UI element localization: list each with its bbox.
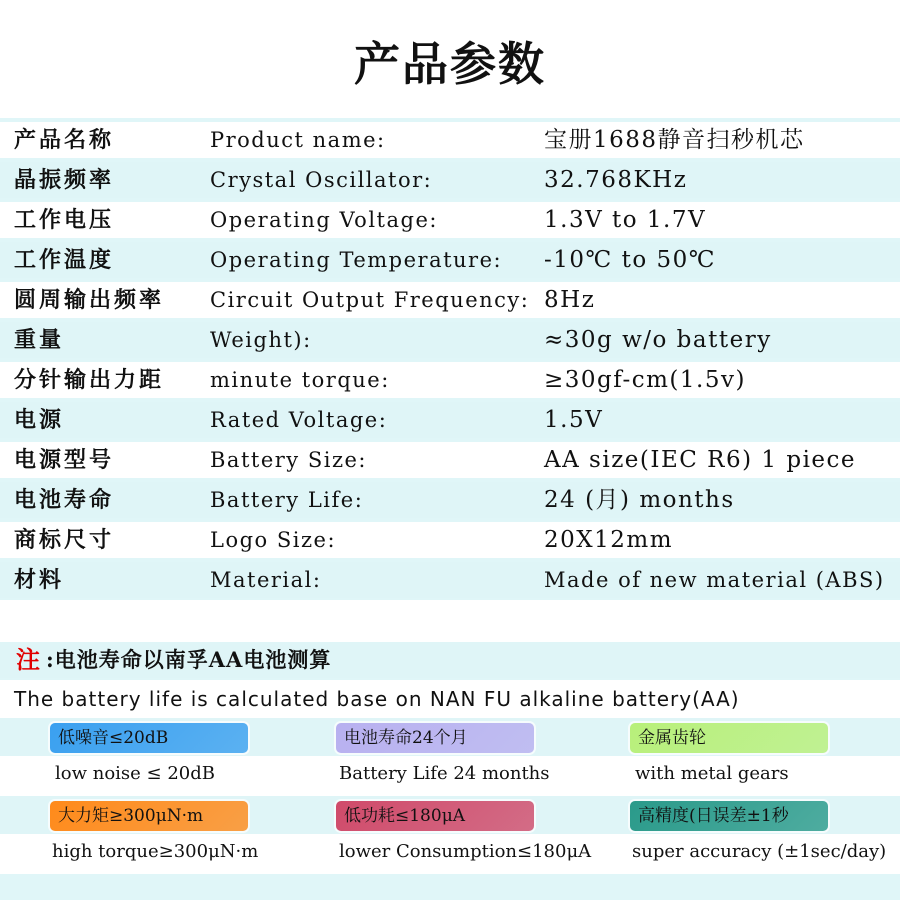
- spec-cn-label: 晶振频率: [14, 167, 115, 193]
- spec-row: [0, 282, 900, 318]
- feature-desc: with metal gears: [635, 763, 789, 784]
- spec-en-label: Weight):: [210, 328, 312, 352]
- spec-value: 1.5V: [544, 407, 604, 433]
- spec-row: [0, 562, 900, 598]
- spec-row: [0, 522, 900, 558]
- spec-row: [0, 362, 900, 398]
- spec-cn-label: 工作温度: [14, 247, 115, 273]
- spec-en-label: Logo Size:: [210, 528, 337, 552]
- spec-value: ≥30gf-cm(1.5v): [544, 367, 746, 393]
- spec-row: [0, 202, 900, 238]
- note-text: :电池寿命以南孚AA电池测算: [46, 647, 332, 672]
- feature-desc: high torque≥300μN·m: [52, 841, 259, 862]
- spec-en-label: Circuit Output Frequency:: [210, 288, 530, 312]
- spec-value: 8Hz: [544, 287, 596, 313]
- spec-cn-label: 电源型号: [14, 447, 115, 473]
- spec-cn-label: 分针输出力距: [14, 367, 165, 393]
- spec-value: 20X12mm: [544, 527, 674, 553]
- feature-badge: 高精度(日误差±1秒: [630, 801, 828, 831]
- note-mark: 注: [16, 645, 40, 674]
- feature-desc: Battery Life 24 months: [339, 763, 550, 784]
- feature-badge: 低功耗≤180μA: [336, 801, 534, 831]
- spec-row: [0, 322, 900, 358]
- feature-badge: 低噪音≤20dB: [50, 723, 248, 753]
- spec-en-label: Rated Voltage:: [210, 408, 388, 432]
- spec-row: [0, 402, 900, 438]
- note-english: The battery life is calculated base on NAN FU alkaline battery(AA): [14, 687, 740, 711]
- spec-cn-label: 电池寿命: [14, 487, 115, 513]
- spec-row: [0, 442, 900, 478]
- spec-en-label: Material:: [210, 568, 322, 592]
- note-row: [0, 642, 900, 678]
- spec-value: -10℃ to 50℃: [544, 247, 716, 273]
- spec-value: 24 (月) months: [544, 487, 735, 513]
- feature-badge: 金属齿轮: [630, 723, 828, 753]
- spec-en-label: Battery Life:: [210, 488, 364, 512]
- spec-en-label: Product name:: [210, 128, 386, 152]
- spec-row: [0, 242, 900, 278]
- spec-en-label: minute torque:: [210, 368, 390, 392]
- note-english-row: [0, 680, 900, 718]
- spec-cn-label: 材料: [14, 567, 65, 593]
- spec-en-label: Operating Voltage:: [210, 208, 438, 232]
- spec-en-label: Battery Size:: [210, 448, 368, 472]
- feature-desc: low noise ≤ 20dB: [55, 763, 215, 784]
- spec-value: ≈30g w/o battery: [544, 327, 772, 353]
- spec-row: [0, 122, 900, 158]
- spec-value: AA size(IEC R6) 1 piece: [544, 447, 857, 473]
- spec-cn-label: 产品名称: [14, 127, 115, 153]
- spec-cn-label: 工作电压: [14, 207, 115, 233]
- spec-en-label: Crystal Oscillator:: [210, 168, 433, 192]
- feature-desc: lower Consumption≤180μA: [339, 841, 592, 862]
- feature-badge: 大力矩≥300μN·m: [50, 801, 248, 831]
- feature-badge: 电池寿命24个月: [336, 723, 534, 753]
- spec-en-label: Operating Temperature:: [210, 248, 503, 272]
- spec-cn-label: 电源: [14, 407, 65, 433]
- spec-cn-label: 商标尺寸: [14, 527, 115, 553]
- spec-value: 宝册1688静音扫秒机芯: [544, 127, 805, 153]
- spec-row: [0, 482, 900, 518]
- spec-value: 1.3V to 1.7V: [544, 207, 707, 233]
- feature-desc: super accuracy (±1sec/day): [632, 841, 887, 862]
- page-title: 产品参数: [354, 37, 546, 91]
- spec-row: [0, 162, 900, 198]
- spec-value: Made of new material (ABS): [544, 568, 885, 592]
- spec-cn-label: 圆周输出频率: [14, 287, 165, 313]
- spec-value: 32.768KHz: [544, 167, 688, 193]
- section-gap: [0, 600, 900, 642]
- spec-cn-label: 重量: [14, 327, 65, 353]
